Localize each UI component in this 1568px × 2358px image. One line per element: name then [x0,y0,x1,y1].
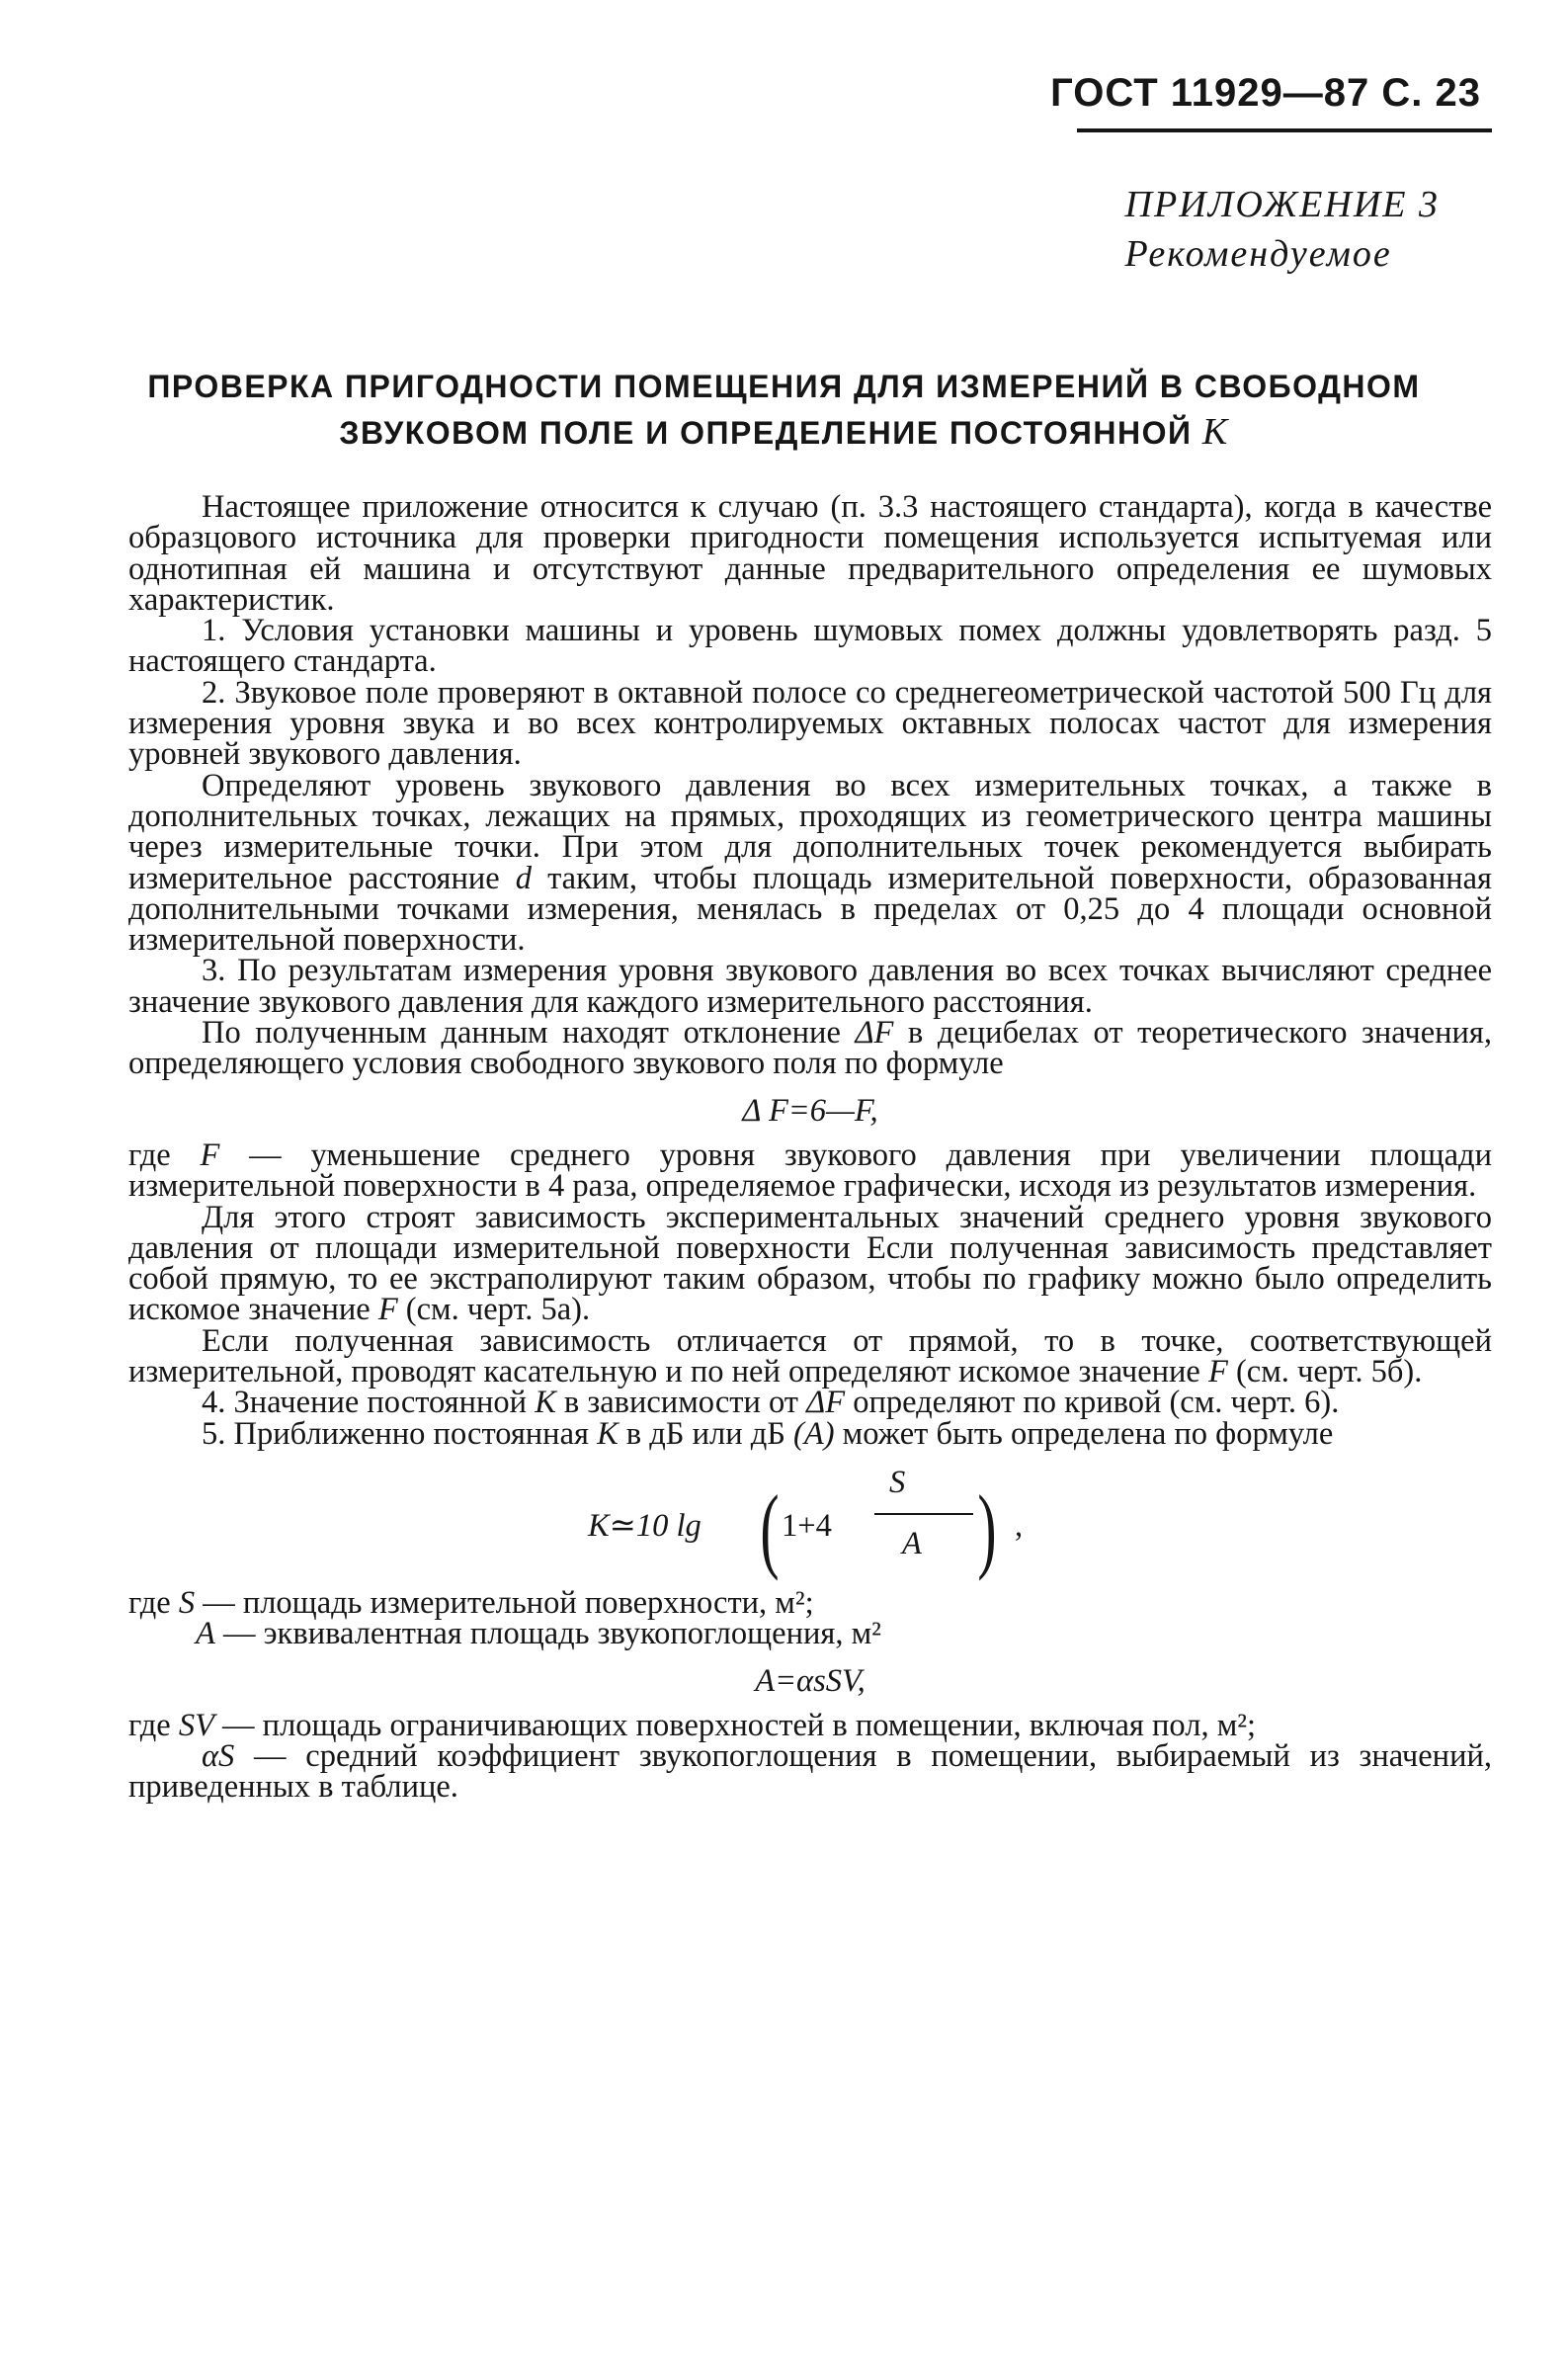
paragraph-intro: Настоящее приложение относится к случаю (п. 3.3 настоящего стандарта), когда в качестве образцового источника для проверки пригодности помещения используется испытуемая или однотипная ей машина и отсутствуют данные предварительного определения ее шумовых характеристик. [128,489,1492,618]
body-text [128,489,1492,1806]
paragraph-item-4: 4. Значение постоянной К в зависимости от ΔF определяют по кривой (см. черт. 6). [202,1385,1340,1421]
section-title [128,364,1440,456]
formula-k-left: К≃10 lg [588,1507,701,1544]
appendix-title: ПРИЛОЖЕНИЕ 3 [1124,184,1440,225]
formula-a: A=αsSV, [755,1662,866,1699]
title-line-2: ЗВУКОВОМ ПОЛЕ И ОПРЕДЕЛЕНИЕ ПОСТОЯННОЙ К [339,411,1229,453]
appendix-heading [1125,180,1440,279]
formula-fraction-bar [874,1513,973,1515]
paragraph-tangent: Если полученная зависимость отличается от прямой, то в точке, соответствующей измерительной, проводят касательную и по ней определяют искомое значение F (см. черт. 5б). [128,1322,1492,1390]
formula-comma: , [1015,1507,1024,1544]
paragraph-item-2: 2. Звуковое поле проверяют в октавной полосе со среднегеометрической частотой 500 Гц для измерения уровня звука и во всех контролируемых октавных полосах частот для измерения уровней звукового давления. [128,674,1492,773]
definition-alpha: αS — средний коэффициент звукопоглощения в помещении, выбираемый из значений, приведенных в таблице. [128,1738,1492,1806]
formula-denominator: A [902,1525,922,1561]
appendix-subtitle: Рекомендуемое [1124,233,1392,275]
definition-a: A — эквивалентная площадь звукопоглощения, м² [196,1616,881,1652]
formula-one-plus: 1+4 [782,1507,832,1544]
paragraph-item-1: 1. Условия установки машины и уровень шумовых помех должны удовлетворять разд. 5 настоящего стандарта. [128,613,1492,680]
formula-delta-f: Δ F=6—F, [742,1092,878,1129]
paragraph-graph: Для этого строят зависимость экспериментальных значений среднего уровня звукового давления от площади измерительной поверхности Если полученная зависимость представляет собой прямую, то ее экстраполируют таким образом, чтобы по графику можно было определить искомое значение F (см. черт. 5а). [128,1199,1492,1328]
page-header: ГОСТ 11929—87 С. 23 [1050,71,1481,115]
paragraph-where-f: где F — уменьшение среднего уровня звукового давления при увеличении площади измерительной поверхности в 4 раза, определяемое графически, исходя из результатов измерения. [128,1137,1492,1205]
definition-sv: где SV — площадь ограничивающих поверхностей в помещении, включая пол, м²; [128,1707,1257,1743]
definition-s: где S — площадь измерительной поверхности, м²; [128,1584,814,1621]
formula-open-paren: ( [760,1474,780,1581]
formula-numerator: S [889,1464,906,1500]
paragraph-deviation: По полученным данным находят отклонение ΔF в децибелах от теоретического значения, определяющего условия свободного звукового поля по формуле [128,1015,1492,1082]
paragraph-item-3: 3. По результатам измерения уровня звукового давления во всех точках вычисляют среднее значение звукового давления для каждого измерительного расстояния. [128,953,1492,1020]
title-line-1: ПРОВЕРКА ПРИГОДНОСТИ ПОМЕЩЕНИЯ ДЛЯ ИЗМЕРЕНИЙ В СВОБОДНОМ [147,369,1421,404]
header-rule [1077,128,1492,132]
formula-constant-k [128,1464,1492,1582]
title-symbol: К [1201,411,1229,453]
paragraph-item-5: 5. Приближенно постоянная К в дБ или дБ (А) может быть определена по формуле [202,1415,1334,1452]
formula-close-paren: ) [977,1474,997,1581]
paragraph-measure: Определяют уровень звукового давления во всех измерительных точках, а также в дополнительных точках, лежащих на прямых, проходящих из геометрического центра машины через измерительные точки. При этом для дополнительных точек рекомендуется выбирать измерительное расстояние d таким, чтобы площадь измерительной поверхности, образованная дополнительными точками измерения, менялась в пределах от 0,25 до 4 площади основной измерительной поверхности. [128,767,1492,959]
